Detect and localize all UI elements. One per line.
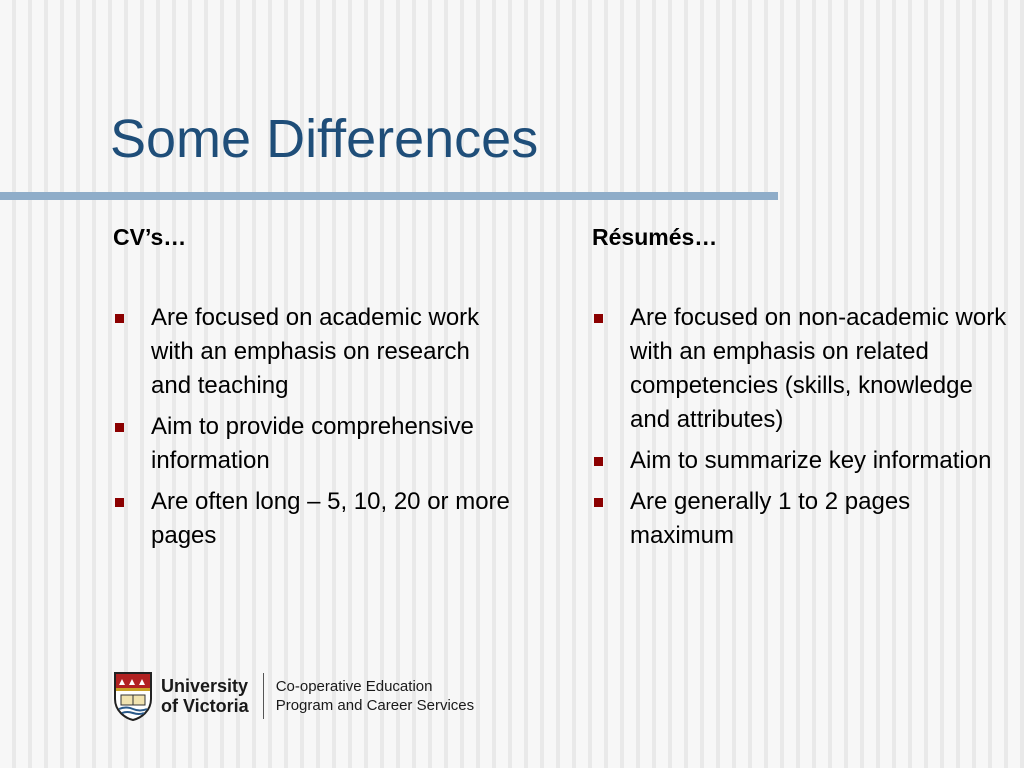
university-crest-icon <box>113 671 153 721</box>
cv-bullet-list <box>113 301 513 553</box>
bullet-text: Are generally 1 to 2 pages maximum <box>630 488 911 549</box>
bullet-text: Are often long – 5, 10, 20 or more pages <box>151 488 510 549</box>
title-divider <box>0 192 778 200</box>
bullet-text: Aim to summarize key information <box>630 447 992 474</box>
department-name <box>276 677 474 715</box>
logo-divider <box>263 673 264 719</box>
resume-column-heading: Résumés… <box>592 224 718 250</box>
department-name-line1: Co-operative Education <box>275 678 433 695</box>
slide-title: Some Differences <box>110 109 539 169</box>
list-item <box>113 485 513 553</box>
university-logo <box>113 670 474 722</box>
list-item <box>592 301 1012 437</box>
bullet-text: Are focused on academic work with an emphasis on research and teaching <box>151 304 480 399</box>
square-bullet-icon <box>115 498 124 507</box>
list-item <box>592 444 1012 478</box>
university-name-line1: University <box>161 676 249 696</box>
department-name-line2: Program and Career Services <box>275 697 475 714</box>
cv-column <box>113 223 513 560</box>
list-item <box>113 301 513 403</box>
bullet-text: Aim to provide comprehensive information <box>151 413 474 474</box>
square-bullet-icon <box>115 314 124 323</box>
square-bullet-icon <box>594 457 603 466</box>
square-bullet-icon <box>115 423 124 432</box>
resume-bullet-list <box>592 301 1012 553</box>
square-bullet-icon <box>594 498 603 507</box>
university-name <box>161 676 249 716</box>
bullet-text: Are focused on non-academic work with an emphasis on related competencies (skills, knowledge and attributes) <box>630 304 1007 433</box>
list-item <box>113 410 513 478</box>
university-name-line2: of Victoria <box>161 696 249 716</box>
list-item <box>592 485 1012 553</box>
resume-column <box>592 223 1012 560</box>
square-bullet-icon <box>594 314 603 323</box>
cv-column-heading: CV’s… <box>113 224 187 250</box>
